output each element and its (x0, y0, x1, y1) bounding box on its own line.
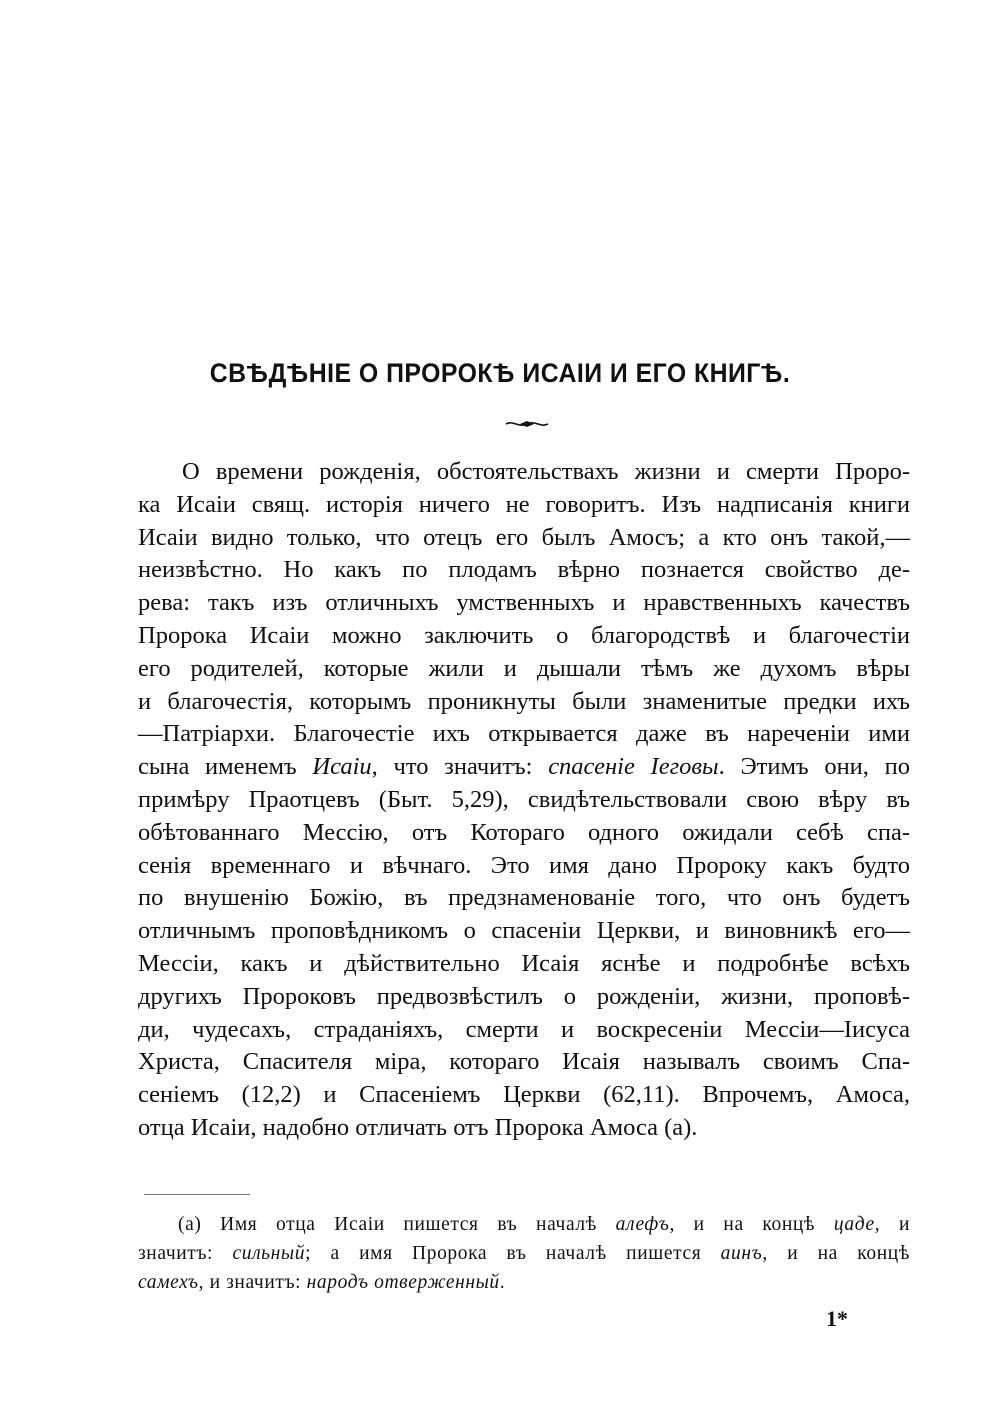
body-line (138, 948, 910, 981)
body-text-run: . Этимъ они, по (718, 753, 910, 781)
body-line (138, 1046, 910, 1079)
body-text (138, 456, 910, 1145)
body-text-run: обѣтованнаго Мессію, отъ Котораго одного ожидали себѣ спа- (138, 818, 910, 846)
ornament-divider (504, 418, 550, 430)
body-text-run: отца Исаіи, надобно отличать отъ Пророка Амоса (а). (138, 1113, 698, 1141)
body-text-run: по внушенію Божію, въ предзнаменованіе того, что онъ будетъ (138, 884, 910, 912)
body-text-run: , что значитъ: (371, 753, 549, 781)
body-text-run: Христа, Спасителя міра, котораго Исаія называлъ своимъ Спа- (138, 1048, 910, 1076)
footnote-text-run: , и на концѣ (762, 1243, 910, 1264)
body-text-run: его родителей, которые жили и дышали тѣмъ же духомъ вѣры (138, 654, 910, 682)
body-line (138, 1014, 910, 1047)
footnote-italic-run: цаде (833, 1214, 875, 1235)
footnote-italic-run: аинъ (720, 1243, 763, 1264)
body-line (138, 620, 910, 653)
body-text-run: примѣру Праотцевъ (Быт. 5,29), свидѣтельствовали свою вѣру въ (138, 785, 910, 813)
body-line (138, 850, 910, 883)
body-text-run: ка Исаіи свящ. исторія ничего не говоритъ. Изъ надписанія книги (138, 490, 910, 518)
body-text-run: другихъ Пророковъ предвозвѣстилъ о рожденіи, жизни, проповѣ- (138, 982, 910, 1010)
footnote-italic-run: алефъ (615, 1214, 670, 1235)
body-text-run: Исаіи видно только, что отецъ его былъ Амосъ; а кто онъ такой,— (138, 523, 910, 551)
body-line (138, 981, 910, 1014)
footnote-line (138, 1239, 910, 1268)
body-italic-run: спасеніе Іеговы (548, 753, 719, 781)
body-line (138, 817, 910, 850)
body-line (138, 915, 910, 948)
footnote-line (138, 1210, 910, 1239)
body-text-run: —Патріархи. Благочестіе ихъ открывается даже въ нареченіи ими (138, 720, 910, 748)
body-text-run: сына именемъ (138, 753, 313, 781)
page-title: СВѢДѢНІЕ О ПРОРОКѢ ИСАІИ И ЕГО КНИГѢ. (209, 358, 791, 388)
body-line (138, 587, 910, 620)
body-line (138, 653, 910, 686)
body-line (138, 1112, 910, 1145)
body-text-run: О времени рожденія, обстоятельствахъ жизни и смерти Проро- (182, 458, 910, 485)
footnote-text-run: , и на концѣ (669, 1214, 834, 1235)
body-italic-run: Исаіи (312, 753, 372, 781)
footnote-text-run: ; а имя Пророка въ началѣ пишется (305, 1243, 721, 1264)
body-line (138, 522, 910, 555)
body-line (138, 554, 910, 587)
signature-mark: 1* (826, 1306, 848, 1331)
body-line (138, 751, 910, 784)
footnote-text-run: . (499, 1272, 506, 1293)
body-text-run: и благочестія, которымъ проникнуты были знаменитые предки ихъ (138, 687, 910, 715)
footnote-italic-run: самехъ (138, 1272, 199, 1293)
body-text-run: неизвѣстно. Но какъ по плодамъ вѣрно познается свойство де- (138, 556, 910, 584)
body-text-run: Пророка Исаіи можно заключить о благородствѣ и благочестіи (138, 621, 910, 649)
footnote-text-run: (а) Имя отца Исаіи пишется въ началѣ (178, 1214, 616, 1235)
footnote-text-run: , и (874, 1214, 910, 1235)
footnote-line (138, 1268, 910, 1297)
body-line (138, 1079, 910, 1112)
body-text-run: Мессіи, какъ и дѣйствительно Исаія яснѣе и подробнѣе всѣхъ (138, 949, 910, 977)
body-line (138, 686, 910, 719)
footnote-text-run: значитъ: (138, 1243, 233, 1264)
body-text-run: рева: такъ изъ отличныхъ умственныхъ и нравственныхъ качествъ (138, 589, 910, 617)
body-line (138, 882, 910, 915)
body-line (138, 456, 910, 489)
body-line (138, 718, 910, 751)
footnote-text-run: , и значитъ: (198, 1272, 307, 1293)
footnote (138, 1210, 910, 1297)
footnote-separator (144, 1194, 250, 1195)
body-text-run: отличнымъ проповѣдникомъ о спасеніи Церкви, и виновникѣ его— (138, 917, 910, 945)
footnote-italic-run: народъ отверженный (306, 1272, 500, 1293)
footnote-italic-run: сильный (232, 1243, 306, 1264)
body-line (138, 489, 910, 522)
body-text-run: ди, чудесахъ, страданіяхъ, смерти и воскресеніи Мессіи—Іисуса (138, 1015, 910, 1043)
body-text-run: сеніемъ (12,2) и Спасеніемъ Церкви (62,11). Впрочемъ, Амоса, (138, 1081, 910, 1109)
body-text-run: сенія временнаго и вѣчнаго. Это имя дано Пророку какъ будто (138, 851, 910, 879)
body-line (138, 784, 910, 817)
